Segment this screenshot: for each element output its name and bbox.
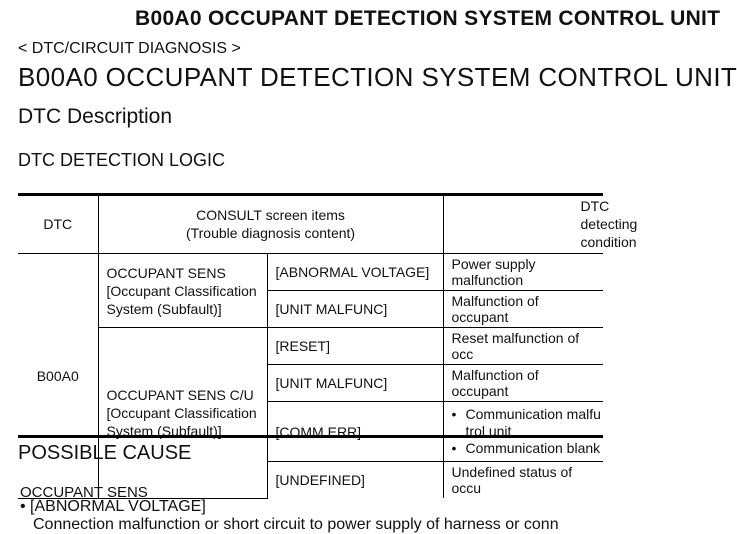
condition-cell: Power supply malfunction (443, 254, 603, 291)
condition-cell: Undefined status of occu (443, 462, 603, 499)
item-sub: System (Subfault)] (106, 422, 222, 439)
condition-bullet: • Communication blank (452, 440, 596, 457)
possible-cause-title: POSSIBLE CAUSE (18, 442, 192, 464)
item-name: OCCUPANT SENS (106, 264, 226, 281)
running-header: B00A0 OCCUPANT DETECTION SYSTEM CONTROL UNIT (135, 7, 721, 30)
condition-cell: Malfunction of occupant (443, 291, 603, 328)
possible-cause-description: Connection malfunction or short circuit to power supply of harness or conn (33, 516, 559, 533)
item-sub: [Occupant Classification (106, 282, 257, 299)
dtc-code-cell: B00A0 (18, 254, 98, 499)
status-cell: [UNIT MALFUNC] (267, 365, 443, 402)
table-row (18, 254, 603, 291)
condition-bullet-text: trol unit (465, 423, 512, 439)
subsection-title: DTC DETECTION LOGIC (18, 150, 226, 170)
item-sub: System (Subfault)] (106, 300, 222, 317)
header-detection: DTC detecting condition (443, 195, 603, 254)
breadcrumb: < DTC/CIRCUIT DIAGNOSIS > (18, 40, 241, 57)
header-consult (98, 195, 443, 254)
condition-bullet: • Communication malfu (452, 406, 596, 423)
item-name: OCCUPANT SENS C/U (106, 386, 254, 403)
condition-cell: Malfunction of occupant (443, 365, 603, 402)
header-consult-line1: CONSULT screen items (196, 207, 345, 223)
condition-bullet-list (452, 406, 601, 457)
item-sub: [Occupant Classification (106, 404, 257, 421)
status-cell: [UNIT MALFUNC] (267, 291, 443, 328)
condition-cell: Reset malfunction of occ (443, 328, 603, 365)
item-cell-occupant-sens-cu (98, 328, 267, 499)
item-cell-occupant-sens (98, 254, 267, 328)
possible-cause-item: • [ABNORMAL VOLTAGE] (20, 498, 206, 515)
header-dtc: DTC (18, 195, 98, 254)
page-title: B00A0 OCCUPANT DETECTION SYSTEM CONTROL UNIT (18, 62, 737, 92)
possible-cause-item-text: [ABNORMAL VOLTAGE] (30, 498, 206, 515)
table-row (18, 328, 603, 365)
section-title: DTC Description (18, 105, 173, 128)
status-cell: [UNDEFINED] (267, 462, 443, 499)
table-header-row (18, 195, 603, 254)
possible-cause-subtitle: OCCUPANT SENS (20, 484, 148, 501)
status-cell: [COMM ERR] (267, 402, 443, 462)
status-cell: [RESET] (267, 328, 443, 365)
status-cell: [ABNORMAL VOLTAGE] (267, 254, 443, 291)
condition-cell (443, 402, 603, 462)
table-bottom-rule (18, 435, 603, 438)
header-consult-line2: (Trouble diagnosis content) (185, 225, 356, 241)
